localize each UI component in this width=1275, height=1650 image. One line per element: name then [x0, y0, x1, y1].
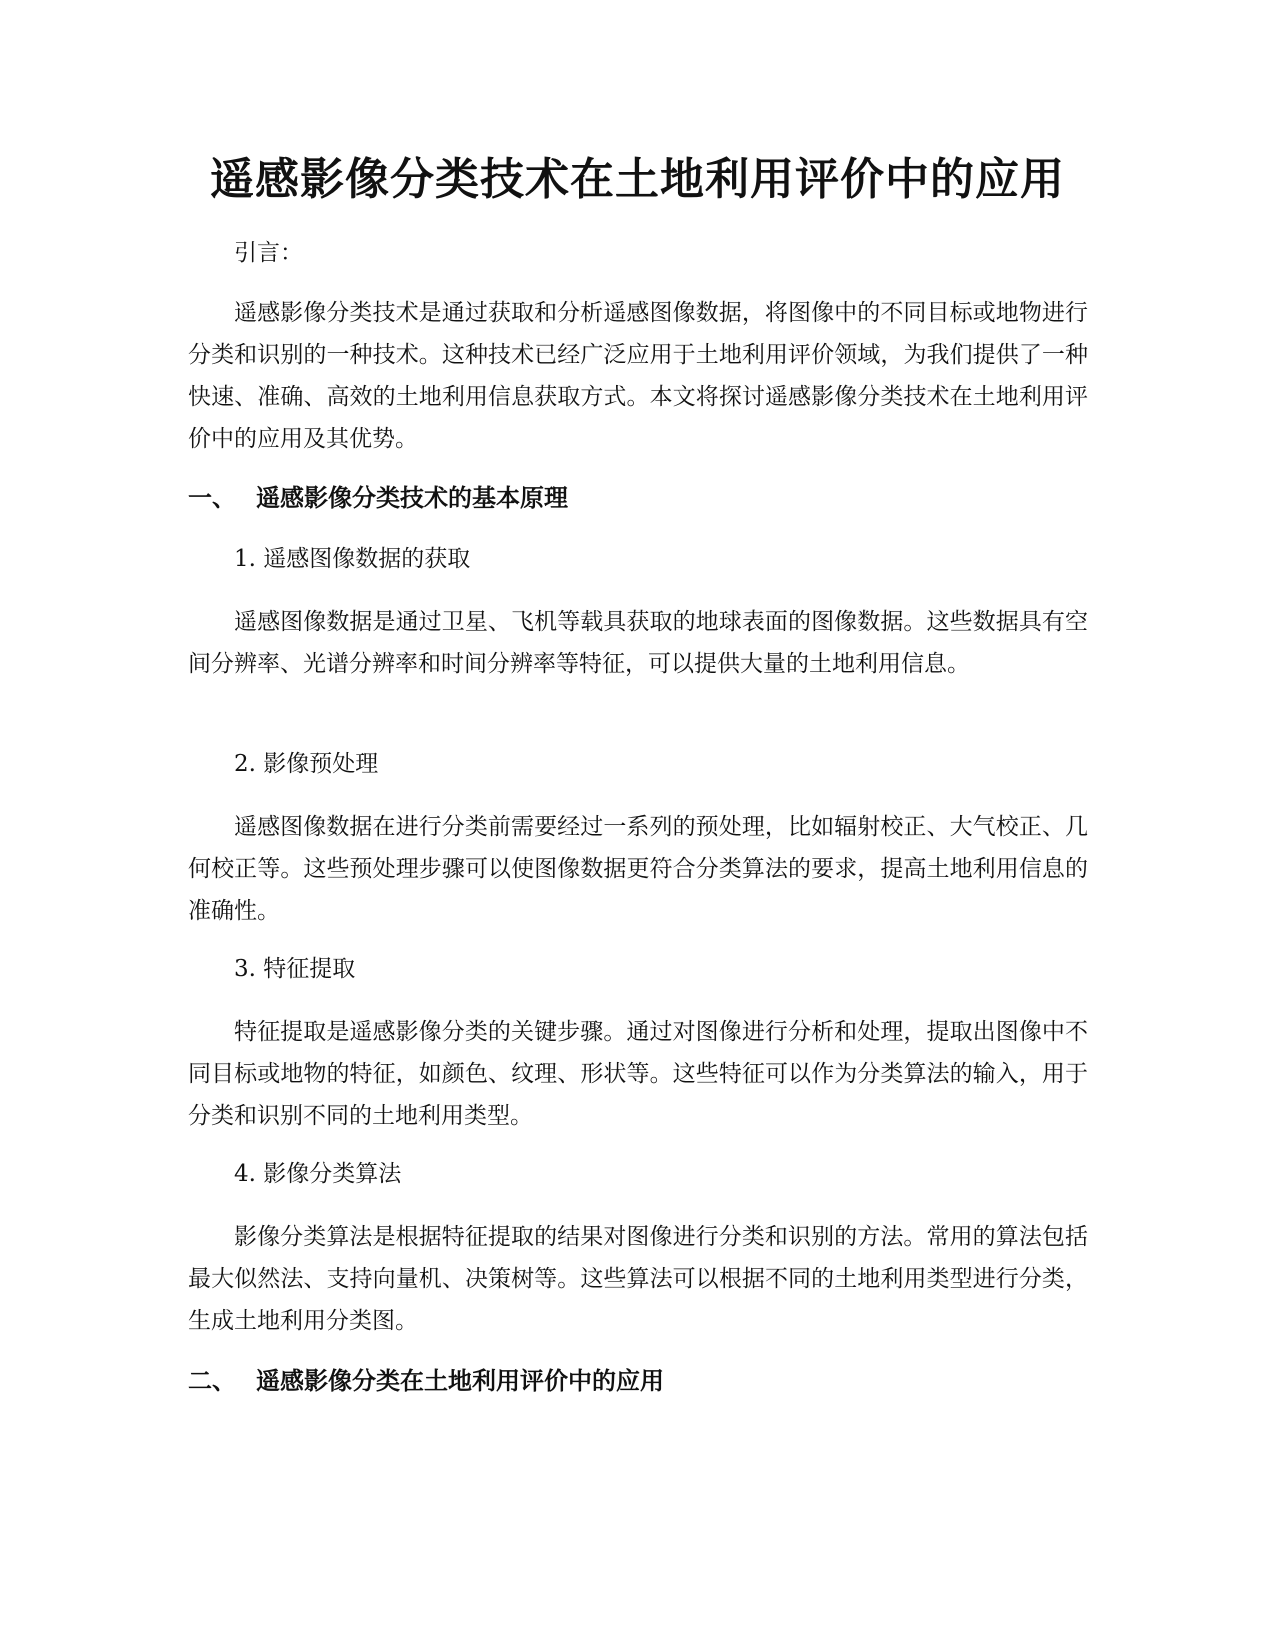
section-1-heading — [188, 478, 1088, 518]
item-3-label: 3. 特征提取 — [234, 956, 356, 982]
item-3-text: 特征提取是遥感影像分类的关键步骤。通过对图像进行分析和处理，提取出图像中不同目标或地物的特征，如颜色、纹理、形状等。这些特征可以作为分类算法的输入，用于分类和识别不同的土地利用类型。 — [188, 1019, 1088, 1129]
item-4-label: 4. 影像分类算法 — [234, 1161, 402, 1187]
section-2-number: 二、 — [188, 1367, 236, 1395]
document-title: 遥感影像分类技术在土地利用评价中的应用 — [210, 154, 1065, 205]
section-2-title: 遥感影像分类在土地利用评价中的应用 — [256, 1367, 664, 1395]
item-1-text: 遥感图像数据是通过卫星、飞机等载具获取的地球表面的图像数据。这些数据具有空间分辨率、光谱分辨率和时间分辨率等特征，可以提供大量的土地利用信息。 — [188, 609, 1088, 677]
section-1-number: 一、 — [188, 484, 236, 512]
item-2-label: 2. 影像预处理 — [234, 751, 379, 777]
intro-paragraph: 遥感影像分类技术是通过获取和分析遥感图像数据，将图像中的不同目标或地物进行分类和识别的一种技术。这种技术已经广泛应用于土地利用评价领域，为我们提供了一种快速、准确、高效的土地利用信息获取方式。本文将探讨遥感影像分类技术在土地利用评价中的应用及其优势。 — [188, 300, 1088, 452]
item-4-text: 影像分类算法是根据特征提取的结果对图像进行分类和识别的方法。常用的算法包括最大似然法、支持向量机、决策树等。这些算法可以根据不同的土地利用类型进行分类，生成土地利用分类图。 — [188, 1224, 1088, 1334]
section-2-heading — [188, 1361, 1088, 1401]
item-1-label: 1. 遥感图像数据的获取 — [234, 546, 471, 572]
item-2-text: 遥感图像数据在进行分类前需要经过一系列的预处理，比如辐射校正、大气校正、几何校正等。这些预处理步骤可以使图像数据更符合分类算法的要求，提高土地利用信息的准确性。 — [188, 814, 1088, 924]
intro-label: 引言： — [234, 240, 303, 266]
section-1-title: 遥感影像分类技术的基本原理 — [256, 484, 568, 512]
